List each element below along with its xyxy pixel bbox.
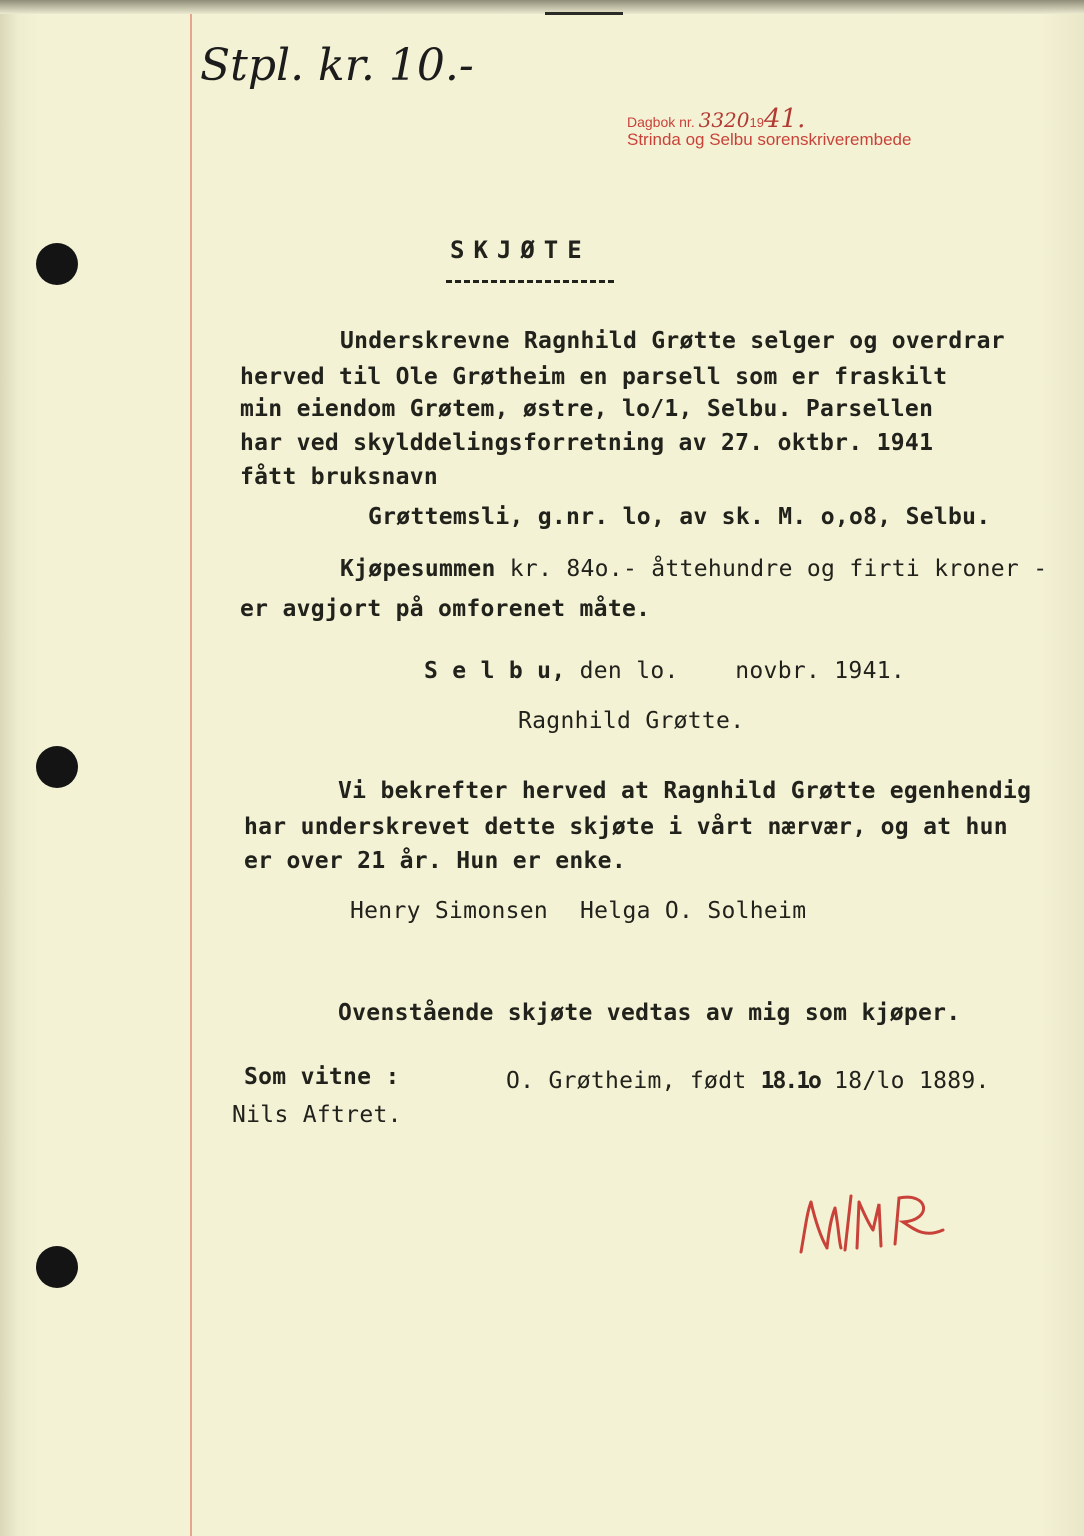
dagbok-year-prefix: 19 — [749, 115, 764, 130]
page-top-edge — [0, 0, 1084, 14]
witness-paragraph-line: er over 21 år. Hun er enke. — [244, 848, 626, 874]
vitne-name: Nils Aftret. — [232, 1102, 402, 1128]
struck-text: 18.1o — [760, 1068, 820, 1094]
seller-signature: Ragnhild Grøtte. — [518, 708, 745, 734]
buyer-signature: O. Grøtheim, født — [506, 1068, 747, 1094]
buyer-birth: 18/lo 1889. — [834, 1068, 990, 1094]
witness-paragraph-line: Vi bekrefter herved at Ragnhild Grøtte egenhendig — [338, 778, 1032, 804]
paragraph-line: min eiendom Grøtem, østre, lo/1, Selbu. Parsellen — [240, 396, 934, 422]
acceptance-line: Ovenstående skjøte vedtas av mig som kjøper. — [338, 1000, 961, 1026]
paragraph-line: har ved skylddelingsforretning av 27. oktbr. 1941 — [240, 430, 934, 456]
price-line-2: er avgjort på omforenet måte. — [240, 596, 651, 622]
dagbok-year: 41. — [763, 104, 806, 134]
paragraph-line: Underskrevne Ragnhild Grøtte selger og overdrar — [340, 328, 1005, 354]
initials-signature — [795, 1190, 955, 1274]
initials-drawing — [795, 1190, 955, 1270]
punch-hole-icon — [36, 746, 78, 788]
witness-2: Helga O. Solheim — [580, 898, 807, 924]
witness-1: Henry Simonsen — [350, 898, 549, 924]
price-text: kr. 84o.- åttehundre og firti kroner - — [509, 556, 1048, 582]
paragraph-line: fått bruksnavn — [240, 464, 439, 490]
title-underline — [446, 280, 614, 283]
margin-rule — [190, 14, 192, 1536]
punch-hole-icon — [36, 1246, 78, 1288]
price-line — [340, 556, 1047, 582]
property-line: Grøttemsli, g.nr. lo, av sk. M. o,o8, Selbu. — [368, 504, 991, 530]
place-label: S e l b u, — [424, 658, 566, 684]
place-date-line — [424, 658, 905, 684]
top-dash-mark — [545, 12, 623, 15]
dagbok-number: 3320 — [698, 108, 750, 132]
date-text: den lo. novbr. 1941. — [579, 658, 906, 684]
office-stamp: Strinda og Selbu sorenskriverembede — [627, 130, 912, 149]
punch-hole-icon — [36, 243, 78, 285]
paragraph-line: herved til Ole Grøtheim en parsell som er fraskilt — [240, 364, 948, 390]
witness-paragraph-line: har underskrevet dette skjøte i vårt nærvær, og at hun — [244, 814, 1008, 840]
document-title: SKJØTE — [450, 236, 591, 264]
buyer-signature-line — [506, 1068, 990, 1094]
price-label: Kjøpesummen — [340, 556, 496, 582]
dagbok-label: Dagbok nr. — [627, 114, 695, 130]
som-vitne-label: Som vitne : — [244, 1064, 400, 1090]
stamp-fee-handwritten: Stpl. kr. 10.- — [200, 40, 474, 91]
